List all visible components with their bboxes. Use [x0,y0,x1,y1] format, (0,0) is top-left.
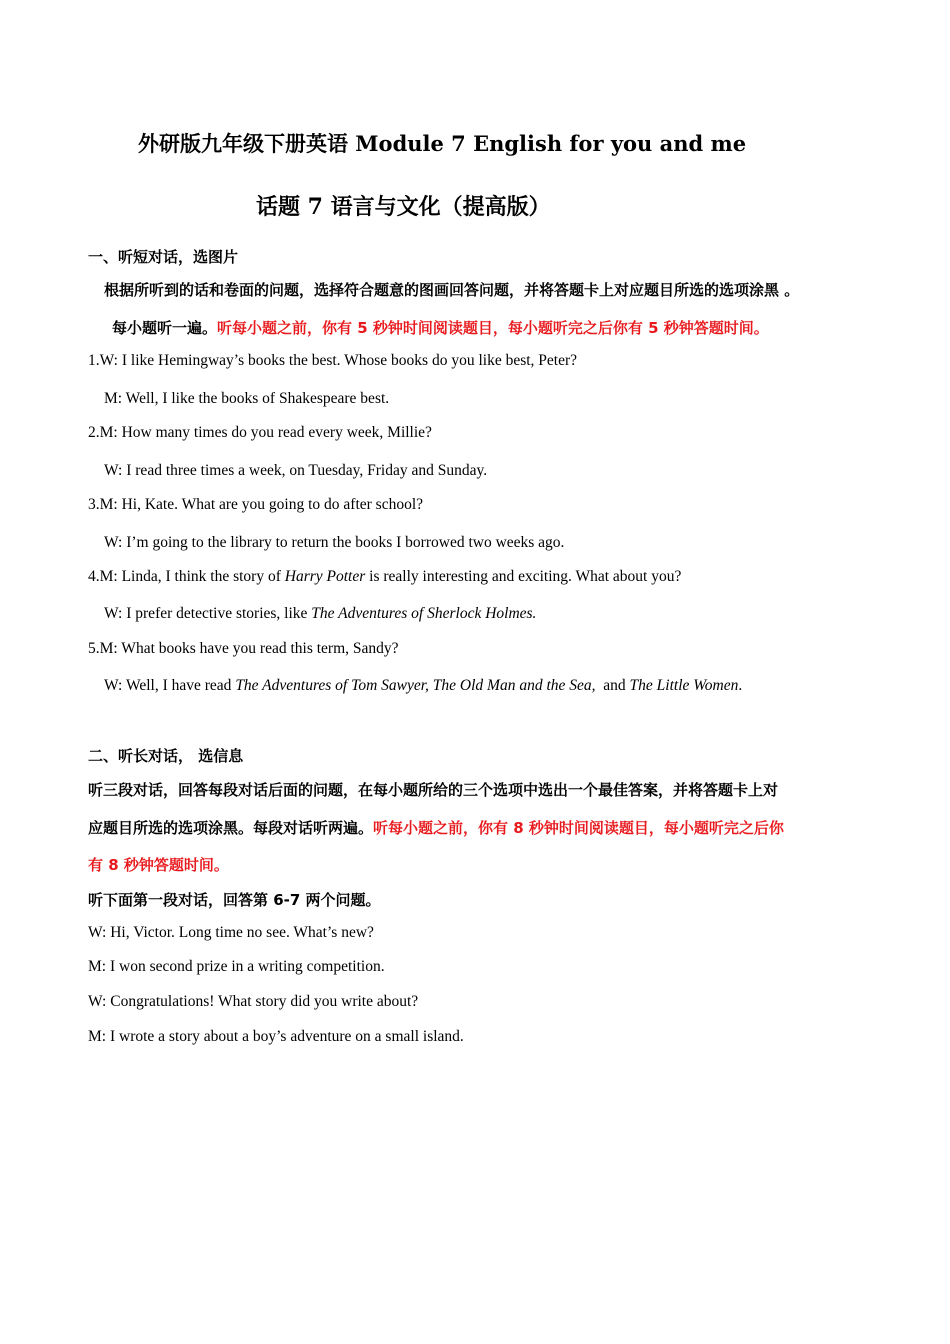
dialogue5-answer-pre: W: Well, I have read [104,677,236,694]
dialogue5-answer-mid: and [595,677,630,694]
dialogue5-answer [104,677,742,695]
document-title: 外研版九年级下册英语 Module 7 English for you and me [138,131,747,156]
book-title-sherlock-holmes: The Adventures of Sherlock Holmes. [311,605,537,622]
dialogue3-answer: W: I’m going to the library to return the books I borrowed two weeks ago. [104,534,565,551]
long-dialogue-line4: M: I wrote a story about a boy’s adventure on a small island. [88,1028,464,1045]
section2-instruction-line2 [88,817,784,838]
section2-heading: 二、听长对话， 选信息 [88,747,244,765]
section1-heading: 一、听短对话，选图片 [88,248,239,266]
book-title-little-women: The Little Women [629,677,739,694]
book-titles-tom-sawyer-old-man: The Adventures of Tom Sawyer, The Old Man and the Sea, [235,677,596,694]
section1-instruction-black: 每小题听一遍。 [112,319,218,337]
dialogue3-question: 3.M: Hi, Kate. What are you going to do after school? [88,496,424,513]
dialogue5-answer-post: . [738,677,743,694]
dialogue2-answer: W: I read three times a week, on Tuesday, Friday and Sunday. [104,462,488,479]
section2-instruction-line1: 听三段对话，回答每段对话后面的问题，在每小题所给的三个选项中选出一个最佳答案，并将答题卡上对 [88,781,779,799]
dialogue4-question [88,568,681,586]
dialogue4-question-post: is really interesting and exciting. What about you? [365,568,682,585]
dialogue4-answer [104,605,536,623]
dialogue1-question: 1.W: I like Hemingway’s books the best. Whose books do you like best, Peter? [88,352,578,369]
dialogue4-question-pre: 4.M: Linda, I think the story of [88,568,285,585]
section2-instruction-line3: 有 8 秒钟答题时间。 [88,856,229,874]
section1-instruction-line2 [112,317,769,338]
section1-instruction-line1: 根据所听到的话和卷面的问题，选择符合题意的图画回答问题，并将答题卡上对应题目所选的选项涂黑 。 [104,281,800,299]
section1-instruction-red: 听每小题之前，你有 5 秒钟时间阅读题目，每小题听完之后你有 5 秒钟答题时间。 [217,319,769,337]
long-dialogue-line1: W: Hi, Victor. Long time no see. What’s new? [88,924,374,941]
dialogue4-answer-pre: W: I prefer detective stories, like [104,605,312,622]
book-title-harry-potter: Harry Potter [284,568,366,585]
section2-sub-heading: 听下面第一段对话，回答第 6-7 两个问题。 [88,891,381,909]
section2-instruction-black: 应题目所选的选项涂黑。每段对话听两遍。 [88,819,374,837]
dialogue5-question: 5.M: What books have you read this term, Sandy? [88,640,399,657]
long-dialogue-line3: W: Congratulations! What story did you write about? [88,993,419,1010]
section2-instruction-red: 听每小题之前，你有 8 秒钟时间阅读题目，每小题听完之后你 [373,819,784,837]
dialogue2-question: 2.M: How many times do you read every week, Millie? [88,424,432,441]
long-dialogue-line2: M: I won second prize in a writing competition. [88,958,385,975]
document-subtitle: 话题 7 语言与文化（提高版） [256,194,551,220]
dialogue1-answer: M: Well, I like the books of Shakespeare best. [104,390,390,407]
